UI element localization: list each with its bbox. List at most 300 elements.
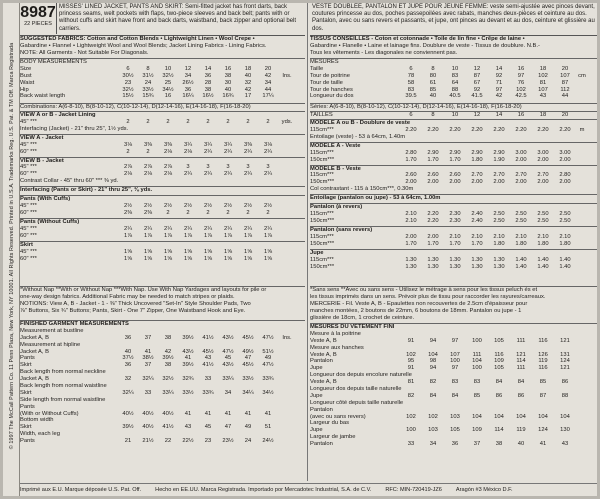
pattern-number-box xyxy=(20,3,57,34)
value-cell: 2.70 xyxy=(537,172,549,179)
value-cell: 24½ xyxy=(262,438,274,445)
section-block xyxy=(20,286,305,315)
table-row xyxy=(310,420,597,427)
value-cell: 3 xyxy=(206,164,210,171)
value-cell: 1⅝ xyxy=(123,248,133,255)
pieces-count: 22 PIECES xyxy=(24,21,52,27)
value-cell: 32 xyxy=(244,79,252,86)
view-title: Skirt xyxy=(20,241,33,248)
table-row xyxy=(310,379,597,386)
value-cell: 43 xyxy=(204,355,212,362)
value-cell: 16½ xyxy=(202,93,214,100)
table-row xyxy=(20,226,305,233)
value-cell: 3.00 xyxy=(537,149,549,156)
section-block xyxy=(20,58,305,100)
tissus-line: Tous les vêtements - Les diagonales ne conviennent pas. xyxy=(310,49,458,56)
value-cell: 41.5 xyxy=(471,93,483,100)
section-block xyxy=(20,241,305,263)
value-cell: 2.20 xyxy=(493,126,505,133)
row-label: Jupe xyxy=(310,427,323,434)
value-cell xyxy=(576,234,588,241)
value-cell: 2.70 xyxy=(493,172,505,179)
value-cell: Ins. xyxy=(282,72,292,79)
value-cell: 87 xyxy=(473,72,481,79)
table-row xyxy=(310,264,597,271)
mercerie-line: manches montées, 2 boutons de 22mm, 6 boutons de 18mm. Pantalon ou jupe - 1 xyxy=(310,307,522,314)
value-cell: 3⅜ xyxy=(143,141,153,148)
table-row xyxy=(310,186,597,193)
value-cell xyxy=(576,414,588,421)
value-cell: 130 xyxy=(560,427,570,434)
value-cell: 2.00 xyxy=(559,179,571,186)
row-values xyxy=(118,249,296,256)
notions-line: NOTIONS: View A, B - Jacket - 1 - ⅜" Thick Uncovered "Set-In" Style Shoulder Pads, Two xyxy=(20,300,251,307)
value-cell: 80 xyxy=(429,72,437,79)
model-title: MODELE B - Veste xyxy=(310,165,361,172)
value-cell: 36 xyxy=(124,362,132,369)
value-cell: cm xyxy=(578,72,586,79)
value-cell: 2.20 xyxy=(405,126,417,133)
value-cell: 2.00 xyxy=(405,233,417,240)
table-row xyxy=(310,93,597,100)
section-block xyxy=(310,119,597,141)
row-values xyxy=(118,171,296,178)
value-cell: 1.40 xyxy=(515,256,527,263)
value-cell: 58 xyxy=(407,79,415,86)
value-cell xyxy=(576,352,588,359)
value-cell: 2⅞ xyxy=(143,164,153,171)
value-cell: 41½ xyxy=(202,362,214,369)
table-row xyxy=(20,149,305,156)
row-label: 115cm*** xyxy=(310,126,334,133)
value-cell: 6 xyxy=(409,65,413,72)
value-cell xyxy=(278,376,296,383)
table-row xyxy=(20,249,305,256)
row-values xyxy=(118,376,296,383)
row-label: Jacket A, B xyxy=(20,376,49,383)
value-cell: 2.60 xyxy=(449,172,461,179)
value-cell: 47 xyxy=(244,355,252,362)
value-cell: 86 xyxy=(495,392,503,399)
value-cell: 1⅝ xyxy=(143,248,153,255)
value-cell: 97 xyxy=(451,337,459,344)
row-label: Veste A, B xyxy=(310,337,337,344)
value-cell: 38 xyxy=(224,72,232,79)
value-cell: 2¼ xyxy=(163,225,173,232)
value-cell: 2¼ xyxy=(203,171,213,178)
row-values xyxy=(400,172,588,179)
section-block xyxy=(310,194,597,202)
value-cell: 83 xyxy=(451,72,459,79)
value-cell: 37 xyxy=(144,362,152,369)
value-cell: 2.40 xyxy=(471,218,483,225)
value-cell: 111 xyxy=(516,337,526,344)
value-cell: 2⅛ xyxy=(143,171,153,178)
row-values xyxy=(400,338,588,345)
value-cell: 40½ xyxy=(142,410,154,417)
value-cell: 2 xyxy=(146,148,150,155)
value-cell: 92 xyxy=(495,72,503,79)
value-cell: 83 xyxy=(451,379,459,386)
section-block xyxy=(310,203,597,225)
table-row xyxy=(310,218,597,225)
row-values xyxy=(118,438,296,445)
table-row xyxy=(20,328,305,335)
row-label: Jupe xyxy=(310,392,323,399)
notions-line: *Without Nap **With or Without Nap ***With Nap. Use With Nap Yardages and layouts for pile or xyxy=(20,287,267,293)
value-cell: 45½ xyxy=(242,334,254,341)
value-cell: 3.00 xyxy=(515,149,527,156)
value-cell: 2¼ xyxy=(243,225,253,232)
value-cell: 104 xyxy=(560,413,570,420)
value-cell xyxy=(278,349,296,356)
table-row xyxy=(20,383,305,390)
table-row xyxy=(20,178,305,185)
value-cell: 43½ xyxy=(182,348,194,355)
value-cell xyxy=(278,149,296,156)
value-cell: 2.90 xyxy=(471,149,483,156)
value-cell: 22½ xyxy=(182,438,194,445)
value-cell: 88 xyxy=(561,392,569,399)
value-cell: 33¾ xyxy=(202,389,214,396)
value-cell: 1.40 xyxy=(515,263,527,270)
value-cell: 2.00 xyxy=(515,156,527,163)
row-values xyxy=(400,150,588,157)
table-row xyxy=(20,66,305,73)
table-row xyxy=(310,352,597,359)
value-cell xyxy=(278,87,296,94)
value-cell: 1⅞ xyxy=(163,232,173,239)
value-cell: 114 xyxy=(516,358,526,365)
row-values xyxy=(118,73,296,80)
value-cell: 34½ xyxy=(162,86,174,93)
footer-text: RFC: MIN-720419-JZ6 xyxy=(385,487,442,493)
value-cell: 1.70 xyxy=(471,240,483,247)
value-cell: 104 xyxy=(472,413,482,420)
value-cell: 124 xyxy=(560,358,570,365)
table-row xyxy=(20,424,305,431)
row-label: Largeur de jambe xyxy=(310,434,356,441)
value-cell: 102 xyxy=(516,86,526,93)
value-cell: 1⅞ xyxy=(123,232,133,239)
value-cell: 121 xyxy=(516,351,526,358)
row-label: Pantalon xyxy=(310,406,333,413)
value-cell: 1⅝ xyxy=(163,255,173,262)
value-cell: 2⅜ xyxy=(123,210,133,217)
table-row xyxy=(310,234,597,241)
value-cell: 114 xyxy=(494,427,504,434)
value-cell: 1⅞ xyxy=(223,232,233,239)
value-cell xyxy=(278,93,296,100)
row-label: (avec ou sans revers) xyxy=(310,413,366,420)
value-cell: 94 xyxy=(429,337,437,344)
row-label: Taille xyxy=(310,65,324,72)
value-cell: 14 xyxy=(204,65,212,72)
value-cell: 100 xyxy=(472,337,482,344)
value-cell: 43 xyxy=(539,93,547,100)
value-cell: 23 xyxy=(124,79,132,86)
french-header xyxy=(310,3,597,36)
value-cell: 16¾ xyxy=(222,93,234,100)
value-cell: 2.00 xyxy=(559,156,571,163)
notions-line: ⅞" Buttons, Six ¾" Buttons; Pants, Skirt - One 7" Zipper, One Waistband Hook and Eye. xyxy=(20,307,246,314)
row-label: Veste A, B xyxy=(310,351,337,358)
value-cell: 1.70 xyxy=(427,240,439,247)
table-row xyxy=(310,157,597,164)
value-cell: 97 xyxy=(451,365,459,372)
value-cell: 32½ xyxy=(122,86,134,93)
value-cell: 2 xyxy=(126,148,130,155)
value-cell: 2.30 xyxy=(449,211,461,218)
value-cell: 10 xyxy=(451,65,459,72)
value-cell: 16 xyxy=(164,93,172,100)
section-block xyxy=(20,134,305,156)
table-row xyxy=(310,338,597,345)
value-cell: 64 xyxy=(451,79,459,86)
view-title: VIEW A - Jacket xyxy=(20,134,64,141)
value-cell: 92 xyxy=(473,86,481,93)
value-cell: 3⅛ xyxy=(263,141,273,148)
table-row xyxy=(310,331,597,338)
value-cell xyxy=(576,157,588,164)
value-cell: 41 xyxy=(144,348,152,355)
value-cell: 2.20 xyxy=(515,126,527,133)
table-row xyxy=(310,211,597,218)
value-cell: 2¼ xyxy=(223,171,233,178)
value-cell: 109 xyxy=(494,358,504,365)
table-row xyxy=(310,66,597,73)
value-cell: 85 xyxy=(473,392,481,399)
value-cell: 33¼ xyxy=(162,389,174,396)
value-cell: 2.50 xyxy=(515,211,527,218)
row-label: 60" *** xyxy=(20,148,37,155)
value-cell: 12 xyxy=(473,65,481,72)
value-cell: 14 xyxy=(495,112,503,118)
value-cell: 2.10 xyxy=(537,233,549,240)
value-cell: 1⅝ xyxy=(163,248,173,255)
value-cell: 33¼ xyxy=(222,376,234,383)
table-row xyxy=(310,407,597,414)
value-cell: 1.30 xyxy=(427,256,439,263)
value-cell: 30 xyxy=(224,79,232,86)
value-cell: 2¼ xyxy=(223,148,233,155)
value-cell xyxy=(278,203,296,210)
row-label: Jacket A, B xyxy=(20,348,49,355)
value-cell: 34 xyxy=(184,72,192,79)
value-cell: 2 xyxy=(146,118,150,125)
footer-text: Aragón #3 México D.F. xyxy=(455,487,513,493)
value-cell: 2.50 xyxy=(537,218,549,225)
value-cell xyxy=(576,112,588,119)
row-label: Pants xyxy=(20,438,35,445)
value-cell: 41 xyxy=(224,410,232,417)
row-values xyxy=(118,119,296,126)
row-values xyxy=(400,257,588,264)
value-cell: 86 xyxy=(517,392,525,399)
value-cell: 1⅝ xyxy=(143,255,153,262)
value-cell: 25 xyxy=(164,79,172,86)
value-cell: 107 xyxy=(450,351,460,358)
value-cell: 47½ xyxy=(262,362,274,369)
value-cell: 2½ xyxy=(143,203,153,210)
value-cell: 38½ xyxy=(142,355,154,362)
section-block xyxy=(310,142,597,164)
value-cell xyxy=(576,379,588,386)
value-cell: 8 xyxy=(431,65,435,72)
value-cell: 2.50 xyxy=(493,211,505,218)
value-cell: 33 xyxy=(144,389,152,396)
value-cell: 104 xyxy=(538,413,548,420)
value-cell: 1.30 xyxy=(449,256,461,263)
value-cell: 2.80 xyxy=(405,149,417,156)
value-cell: 43½ xyxy=(222,362,234,369)
value-cell: 2 xyxy=(226,118,230,125)
row-label: 115cm*** xyxy=(310,149,334,156)
value-cell: 2.60 xyxy=(427,172,439,179)
value-cell: 31½ xyxy=(142,72,154,79)
value-cell: 2.20 xyxy=(427,218,439,225)
row-label: Hip xyxy=(20,86,29,93)
value-cell: 32¾ xyxy=(182,376,194,383)
value-cell: 40½ xyxy=(162,410,174,417)
value-cell: 2 xyxy=(266,210,270,217)
table-row xyxy=(310,427,597,434)
value-cell: 41 xyxy=(204,410,212,417)
vetement-fini-title: MESURES DU VETEMENT FINI xyxy=(310,324,395,330)
value-cell xyxy=(576,427,588,434)
row-label: Tour de hanches xyxy=(310,86,353,93)
value-cell: 24 xyxy=(244,438,252,445)
table-row xyxy=(310,87,597,94)
value-cell: 2½ xyxy=(263,203,273,210)
value-cell xyxy=(278,424,296,431)
value-cell: 1.30 xyxy=(493,256,505,263)
value-cell: 126 xyxy=(538,351,548,358)
model-title: Jupe xyxy=(310,249,324,256)
row-values xyxy=(118,210,296,217)
value-cell: 43½ xyxy=(222,334,234,341)
value-cell: 81 xyxy=(539,79,547,86)
value-cell: 2⅛ xyxy=(123,171,133,178)
value-cell: 3¼ xyxy=(183,141,193,148)
value-cell: 2.00 xyxy=(515,179,527,186)
value-cell: 40 xyxy=(517,441,525,448)
value-cell: 121 xyxy=(560,337,570,344)
table-row xyxy=(20,397,305,404)
value-cell: 2.10 xyxy=(559,233,571,240)
value-cell xyxy=(576,441,588,448)
value-cell: 98 xyxy=(429,358,437,365)
value-cell: 14 xyxy=(495,65,503,72)
value-cell: 103 xyxy=(428,427,438,434)
table-row xyxy=(20,438,305,445)
table-row xyxy=(20,142,305,149)
row-label: 60" *** xyxy=(20,210,37,217)
value-cell: 84 xyxy=(451,392,459,399)
view-title: Pants (With Cuffs) xyxy=(20,196,71,203)
value-cell xyxy=(278,66,296,73)
row-label: Measurement at hipline xyxy=(20,341,81,348)
section-block xyxy=(310,111,597,119)
table-row xyxy=(310,179,597,186)
model-title: MODELE A ou B - Doublure de veste xyxy=(310,120,411,126)
value-cell: 16 xyxy=(517,112,525,118)
row-values xyxy=(400,93,588,100)
value-cell: 3.00 xyxy=(559,149,571,156)
value-cell: 85 xyxy=(429,86,437,93)
value-cell: 41 xyxy=(539,441,547,448)
value-cell: 10 xyxy=(164,65,172,72)
value-cell: 105 xyxy=(494,365,504,372)
value-cell: 1⅝ xyxy=(123,255,133,262)
row-label: Longueur du dos xyxy=(310,93,354,100)
value-cell: 1⅝ xyxy=(243,248,253,255)
value-cell: 40 xyxy=(124,348,132,355)
mercerie-line: *Sans sens **Avec ou sans sens - Utilisez le métrage à sens pour les tissus peluch és et xyxy=(310,287,538,293)
value-cell: 38 xyxy=(495,441,503,448)
value-cell xyxy=(576,93,588,100)
value-cell: 2 xyxy=(126,118,130,125)
value-cell: 2.40 xyxy=(471,211,483,218)
value-cell: 2.50 xyxy=(537,211,549,218)
value-cell: 12 xyxy=(184,65,192,72)
value-cell: 2.10 xyxy=(405,218,417,225)
value-cell: 33½ xyxy=(242,376,254,383)
value-cell: 22 xyxy=(164,438,172,445)
value-cell: 8 xyxy=(146,65,150,72)
value-cell: 1.40 xyxy=(559,263,571,270)
row-values xyxy=(118,390,296,397)
row-label: 115cm*** xyxy=(310,211,334,218)
value-cell: 36 xyxy=(124,334,132,341)
value-cell: 119 xyxy=(516,427,526,434)
value-cell: 43 xyxy=(561,441,569,448)
value-cell: 34½ xyxy=(262,389,274,396)
row-label: 150cm*** xyxy=(310,263,335,270)
value-cell: 2.10 xyxy=(515,233,527,240)
value-cell: 88 xyxy=(451,86,459,93)
table-row xyxy=(310,386,597,393)
value-cell: 87 xyxy=(561,79,569,86)
table-row xyxy=(20,342,305,349)
value-cell: 2 xyxy=(246,210,250,217)
value-cell: 23½ xyxy=(222,438,234,445)
value-cell: 2.10 xyxy=(449,233,461,240)
row-values xyxy=(118,142,296,149)
row-label: TAILLES xyxy=(310,112,333,118)
value-cell: 40½ xyxy=(122,410,134,417)
row-label: Skirt xyxy=(20,389,32,396)
value-cell: 1⅞ xyxy=(243,232,253,239)
value-cell: 1⅝ xyxy=(183,248,193,255)
value-cell: 94 xyxy=(429,365,437,372)
value-cell xyxy=(278,226,296,233)
row-values xyxy=(400,365,588,372)
value-cell: 1.30 xyxy=(405,263,417,270)
row-label: Interfacing (Jacket) - 21" thru 25", 1½ yds. xyxy=(20,125,129,132)
value-cell: 3 xyxy=(186,164,190,171)
value-cell: 2.20 xyxy=(559,126,571,133)
value-cell: 84 xyxy=(495,379,503,386)
value-cell: 44 xyxy=(561,93,569,100)
value-cell: 104 xyxy=(472,358,482,365)
fabrics-line: NOTE: All Garments - Not Suitable For Diagonals. xyxy=(20,49,149,56)
mesures-title: MESURES xyxy=(310,59,339,65)
value-cell: 1⅝ xyxy=(203,255,213,262)
table-row xyxy=(20,390,305,397)
value-cell xyxy=(278,210,296,217)
section-block xyxy=(20,218,305,240)
